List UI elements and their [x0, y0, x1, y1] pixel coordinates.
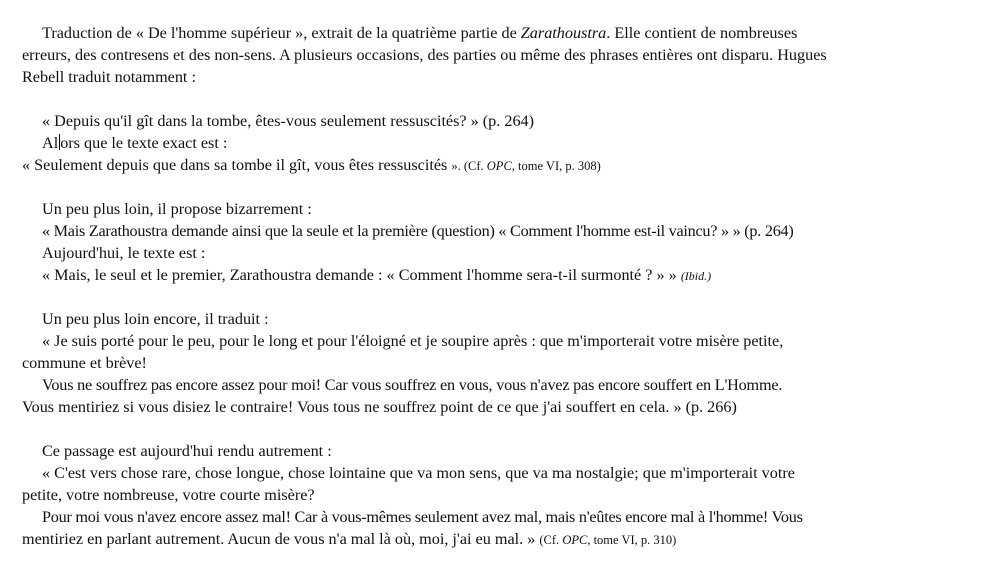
text-line: Al ors que le texte exact est : [42, 134, 228, 152]
paragraph-example-4 [22, 440, 972, 550]
paragraph-gap [22, 88, 972, 110]
quote-line: « Mais, le seul et le premier, Zarathoustra demande : « Comment l'homme sera-t-il surmonté ? » » (Ibid.) [42, 266, 712, 284]
citation: ». (Cf. OPC, tome VI, p. 308) [451, 159, 601, 173]
text-line: Ce passage est aujourd'hui rendu autrement : [42, 442, 332, 460]
citation: (Cf. OPC, tome VI, p. 310) [539, 533, 677, 547]
citation: (Ibid.) [680, 269, 712, 283]
quote-line: petite, votre nombreuse, votre courte misère? [22, 486, 315, 504]
quote-line: mentiriez en parlant autrement. Aucun de vous n'a mal là où, moi, j'ai eu mal. » (Cf. OPC, tome VI, p. 310) [22, 530, 677, 548]
paragraph-gap [22, 176, 972, 198]
paragraph-gap [22, 418, 972, 440]
quote-line: Pour moi vous n'avez encore assez mal! Car à vous-mêmes seulement avez mal, mais n'eûtes encore mal à l'homme! Vous [42, 508, 803, 526]
quote-line: Vous ne souffrez pas encore assez pour moi! Car vous souffrez en vous, vous n'avez pas encore souffert en L'Homme. [42, 376, 783, 394]
text-line: Traduction de « De l'homme supérieur », extrait de la quatrième partie de Zarathoustra. Elle contient de nombreuses [42, 24, 798, 42]
quote-line: « Seulement depuis que dans sa tombe il gît, vous êtes ressuscités ». (Cf. OPC, tome VI, p. 308) [22, 156, 601, 174]
quote-line: « Depuis qu'il gît dans la tombe, êtes-vous seulement ressuscités? » (p. 264) [42, 112, 535, 130]
quote-line: commune et brève! [22, 354, 147, 372]
paragraph-gap [22, 286, 972, 308]
paragraph-example-3 [22, 308, 972, 418]
text-line: Un peu plus loin encore, il traduit : [42, 310, 269, 328]
work-title: Zarathoustra [520, 24, 607, 42]
text-line: Rebell traduit notamment : [22, 68, 196, 86]
text-line: erreurs, des contresens et des non-sens. A plusieurs occasions, des parties ou même des phrases entières ont disparu. Hugues [22, 46, 827, 64]
quote-line: « Mais Zarathoustra demande ainsi que la seule et la première (question) « Comment l'homme est-il vaincu? » » (p. 264) [42, 222, 794, 240]
text-line: Un peu plus loin, il propose bizarrement : [42, 200, 312, 218]
text-line: Aujourd'hui, le texte est : [42, 244, 206, 262]
paragraph-example-2 [22, 198, 972, 286]
quote-line: « Je suis porté pour le peu, pour le long et pour l'éloigné et je soupire après : que m'importerait votre misère petite, [42, 332, 784, 350]
paragraph-intro [22, 22, 972, 88]
quote-line: Vous mentiriez si vous disiez le contraire! Vous tous ne souffrez point de ce que j'ai souffert en cela. » (p. 266) [22, 398, 737, 416]
paragraph-example-1 [22, 110, 972, 176]
document-page [22, 22, 972, 550]
quote-line: « C'est vers chose rare, chose longue, chose lointaine que va mon sens, que va ma nostalgie; que m'importerait votre [42, 464, 795, 482]
